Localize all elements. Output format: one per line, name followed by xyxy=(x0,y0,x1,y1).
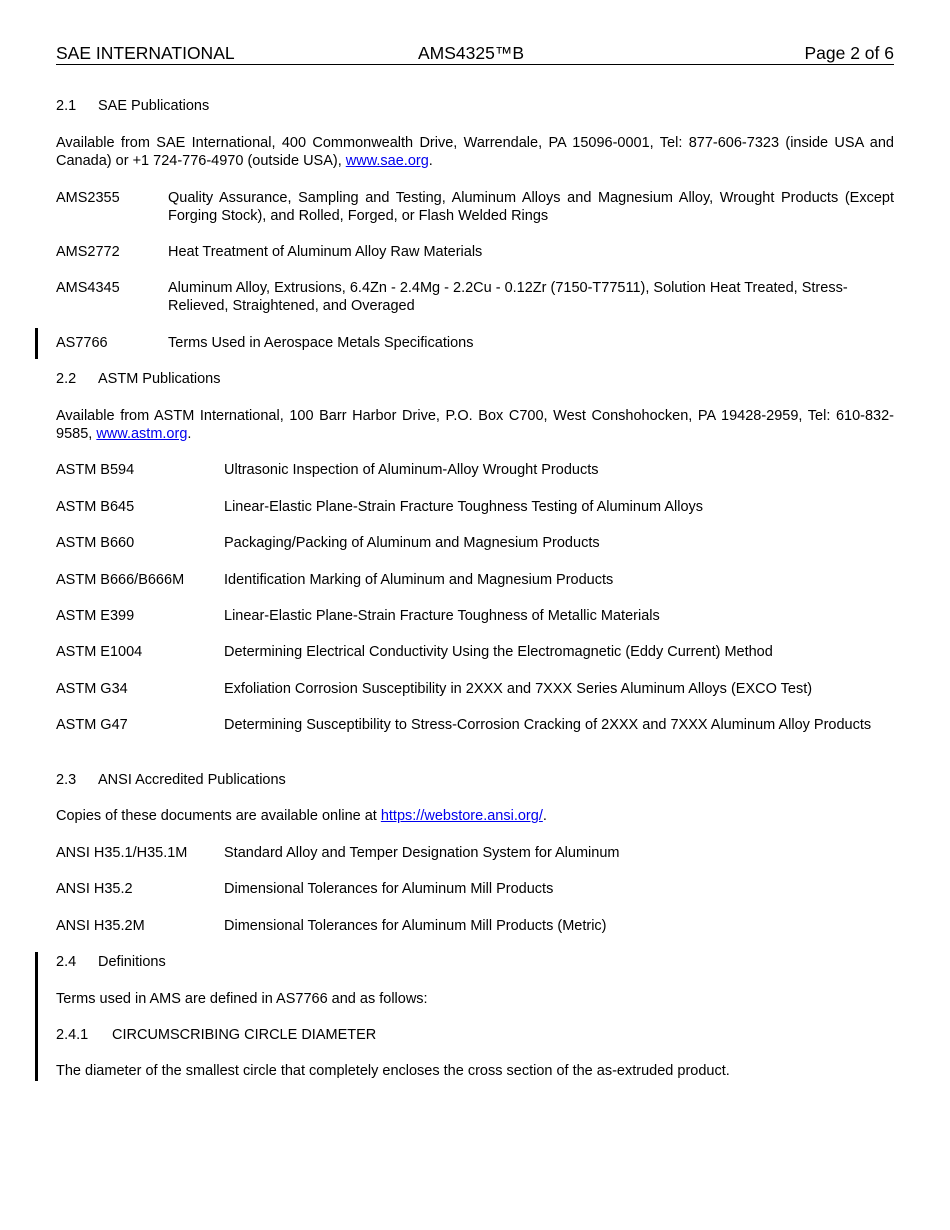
reference-title: Terms Used in Aerospace Metals Specifications xyxy=(168,335,474,351)
section-number: 2.3 xyxy=(56,772,77,788)
section-title: ASTM Publications xyxy=(98,371,221,387)
revision-change-bar xyxy=(35,952,38,1081)
reference-code: ANSI H35.2 xyxy=(56,881,133,897)
header-organization: SAE INTERNATIONAL xyxy=(56,43,235,63)
reference-item xyxy=(56,243,894,261)
reference-code: ASTM G34 xyxy=(56,681,128,697)
header-document-id: AMS4325™B xyxy=(418,43,525,63)
section-heading-2-4-1 xyxy=(56,1026,376,1044)
reference-item xyxy=(56,279,894,315)
reference-item xyxy=(56,844,894,862)
section-number: 2.4 xyxy=(56,954,77,970)
reference-item xyxy=(56,680,894,698)
section-heading-2-1 xyxy=(56,97,209,115)
astm-availability-paragraph: Available from ASTM International, 100 Barr Harbor Drive, P.O. Box C700, West Conshohocken, PA 19428-2959, Tel: 610-832-9585, www.astm.org. xyxy=(56,408,894,442)
reference-item xyxy=(56,461,894,479)
reference-title: Heat Treatment of Aluminum Alloy Raw Materials xyxy=(168,244,483,260)
reference-title: Determining Susceptibility to Stress-Corrosion Cracking of 2XXX and 7XXX Aluminum Alloy Products xyxy=(224,717,872,733)
reference-code: AMS2772 xyxy=(56,244,120,260)
reference-item xyxy=(56,498,894,516)
reference-item xyxy=(56,334,894,352)
reference-title: Packaging/Packing of Aluminum and Magnesium Products xyxy=(224,535,600,551)
section-title: SAE Publications xyxy=(98,98,210,114)
reference-item xyxy=(56,189,894,225)
reference-code: ASTM E399 xyxy=(56,608,135,624)
astm-website-link[interactable]: www.astm.org xyxy=(96,426,188,442)
reference-code: ANSI H35.1/H35.1M xyxy=(56,845,188,861)
reference-title: Exfoliation Corrosion Susceptibility in 2XXX and 7XXX Series Aluminum Alloys (EXCO Test) xyxy=(224,681,813,697)
reference-code: ASTM B645 xyxy=(56,499,135,515)
reference-title: Aluminum Alloy, Extrusions, 6.4Zn - 2.4Mg - 2.2Cu - 0.12Zr (7150-T77511), Solution Heat Treated, Stress-Relieved, Straightened, and Overaged xyxy=(168,280,848,314)
reference-code: ASTM B594 xyxy=(56,462,135,478)
reference-item xyxy=(56,571,894,589)
section-title: CIRCUMSCRIBING CIRCLE DIAMETER xyxy=(112,1027,377,1043)
section-heading-2-3 xyxy=(56,771,286,789)
definition-text: The diameter of the smallest circle that completely encloses the cross section of the as-extruded product. xyxy=(56,1063,730,1079)
reference-code: ANSI H35.2M xyxy=(56,918,145,934)
section-title: ANSI Accredited Publications xyxy=(98,772,286,788)
page-header xyxy=(56,43,894,65)
revision-change-bar xyxy=(35,328,38,359)
reference-item xyxy=(56,643,894,661)
reference-title: Dimensional Tolerances for Aluminum Mill Products (Metric) xyxy=(224,918,607,934)
section-heading-2-4 xyxy=(56,953,166,971)
reference-code: AMS2355 xyxy=(56,190,120,206)
ansi-availability-paragraph: Copies of these documents are available online at https://webstore.ansi.org/. xyxy=(56,808,547,824)
reference-title: Identification Marking of Aluminum and Magnesium Products xyxy=(224,572,614,588)
header-page-number: Page 2 of 6 xyxy=(804,43,894,63)
reference-title: Standard Alloy and Temper Designation System for Aluminum xyxy=(224,845,620,861)
section-heading-2-2 xyxy=(56,370,221,388)
reference-code: AS7766 xyxy=(56,335,108,351)
section-title: Definitions xyxy=(98,954,166,970)
reference-code: ASTM E1004 xyxy=(56,644,143,660)
ansi-webstore-link[interactable]: https://webstore.ansi.org/ xyxy=(380,808,543,824)
definitions-intro: Terms used in AMS are defined in AS7766 and as follows: xyxy=(56,991,428,1007)
reference-title: Quality Assurance, Sampling and Testing, Aluminum Alloys and Magnesium Alloy, Wrought Products (Except Forging Stock), and Rolled, Forged, or Flash Welded Rings xyxy=(168,190,894,224)
reference-title: Determining Electrical Conductivity Using the Electromagnetic (Eddy Current) Method xyxy=(224,644,773,660)
reference-item xyxy=(56,716,894,752)
reference-code: ASTM G47 xyxy=(56,717,128,733)
section-number: 2.4.1 xyxy=(56,1027,89,1043)
reference-title: Dimensional Tolerances for Aluminum Mill Products xyxy=(224,881,554,897)
section-number: 2.1 xyxy=(56,98,77,114)
reference-title: Ultrasonic Inspection of Aluminum-Alloy Wrought Products xyxy=(224,462,599,478)
section-number: 2.2 xyxy=(56,371,77,387)
reference-item xyxy=(56,917,894,935)
reference-title: Linear-Elastic Plane-Strain Fracture Toughness of Metallic Materials xyxy=(224,608,660,624)
reference-item xyxy=(56,607,894,625)
sae-website-link[interactable]: www.sae.org xyxy=(345,153,429,169)
reference-item xyxy=(56,880,894,898)
reference-code: ASTM B666/B666M xyxy=(56,572,185,588)
reference-code: AMS4345 xyxy=(56,280,120,296)
reference-item xyxy=(56,534,894,552)
reference-title: Linear-Elastic Plane-Strain Fracture Toughness Testing of Aluminum Alloys xyxy=(224,499,704,515)
reference-code: ASTM B660 xyxy=(56,535,135,551)
sae-availability-paragraph: Available from SAE International, 400 Commonwealth Drive, Warrendale, PA 15096-0001, Tel: 877-606-7323 (inside USA and Canada) or +1 724-776-4970 (outside USA), www.sae.org. xyxy=(56,135,894,169)
